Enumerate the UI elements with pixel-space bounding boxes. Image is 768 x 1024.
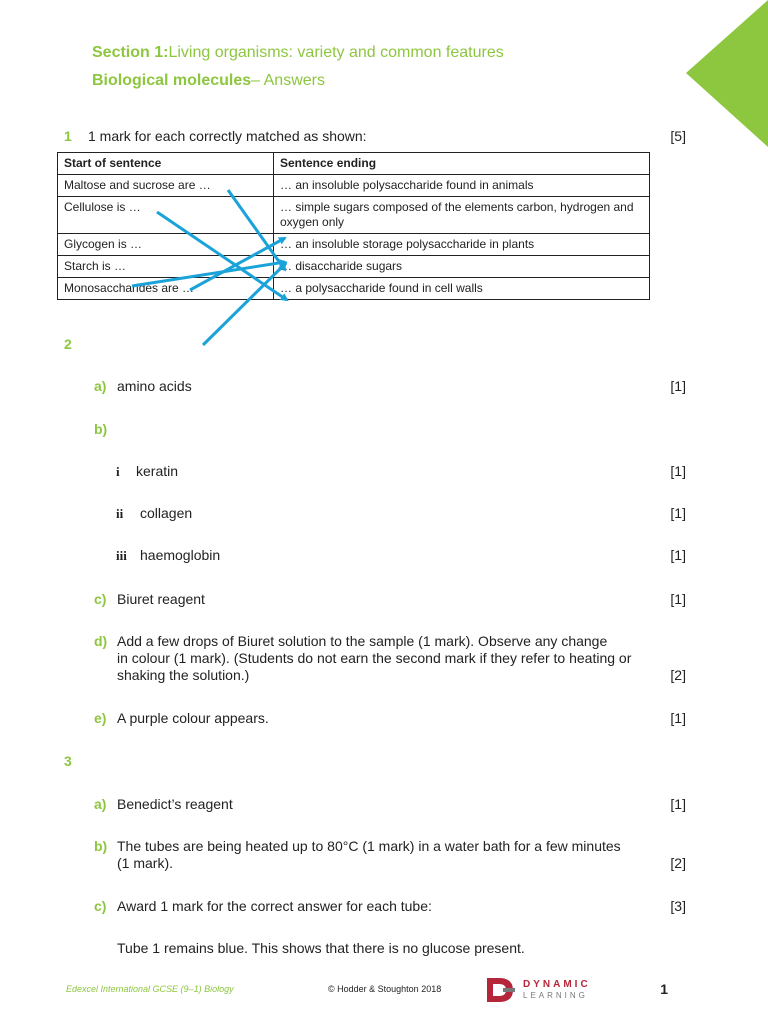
q2bii-answer: collagen (140, 505, 193, 521)
col-header-end: Sentence ending (274, 153, 650, 175)
q2biii-roman: iii (116, 548, 127, 563)
question-number-3: 3 (64, 753, 72, 769)
q1-mark: [5] (670, 128, 686, 144)
question-number-1: 1 (64, 128, 72, 144)
q2a-letter: a) (94, 378, 107, 394)
row-start: Maltose and sucrose are … (58, 175, 274, 197)
q2a-answer: amino acids (117, 378, 192, 394)
q3b-mark: [2] (670, 855, 686, 871)
table-row (58, 197, 650, 234)
q2a-mark: [1] (670, 378, 686, 394)
q2bi-roman: i (116, 464, 120, 479)
q2d-mark: [2] (670, 667, 686, 683)
q3b-answer-line1: The tubes are being heated up to 80°C (1 mark) in a water bath for a few minutes (117, 838, 621, 854)
q2bi-answer: keratin (136, 463, 179, 479)
row-end: … simple sugars composed of the elements carbon, hydrogen and oxygen only (274, 197, 650, 234)
page-number: 1 (660, 981, 668, 997)
q3b-letter: b) (94, 838, 108, 854)
logo-word-learning: LEARNING (523, 991, 588, 1000)
q1-instruction: 1 mark for each correctly matched as shown: (88, 128, 367, 144)
row-end: … a polysaccharide found in cell walls (274, 278, 650, 300)
q2d-answer-line2: in colour (1 mark). (Students do not earn the second mark if they refer to heating or (117, 650, 632, 666)
row-end: … disaccharide sugars (274, 256, 650, 278)
table-row (58, 256, 650, 278)
section-title: Living organisms: variety and common features (168, 44, 504, 61)
corner-triangle-decoration (686, 0, 768, 150)
q3a-letter: a) (94, 796, 107, 812)
row-end: … an insoluble polysaccharide found in animals (274, 175, 650, 197)
row-start: Cellulose is … (58, 197, 274, 234)
table-row (58, 278, 650, 300)
q2bi-mark: [1] (670, 463, 686, 479)
table-header-row (58, 153, 650, 175)
table-row (58, 175, 650, 197)
dl-logo-icon (485, 976, 517, 1004)
q2d-answer-line3: shaking the solution.) (117, 667, 250, 683)
q3a-mark: [1] (670, 796, 686, 812)
q2bii-roman: ii (116, 506, 124, 521)
q2e-mark: [1] (670, 710, 686, 726)
table-row (58, 234, 650, 256)
q3c-letter: c) (94, 898, 107, 914)
q3c-tube1: Tube 1 remains blue. This shows that there is no glucose present. (117, 940, 525, 956)
q2c-mark: [1] (670, 591, 686, 607)
q2d-letter: d) (94, 633, 108, 649)
topic-label: Biological molecules (92, 72, 252, 89)
row-start: Starch is … (58, 256, 274, 278)
q3c-mark: [3] (670, 898, 686, 914)
logo-word-dynamic: DYNAMIC (523, 979, 591, 990)
question-number-2: 2 (64, 336, 72, 352)
matching-table (57, 152, 650, 300)
section-label: Section 1: (92, 44, 169, 61)
page-header (68, 44, 504, 100)
row-start: Monosaccharides are … (58, 278, 274, 300)
q2bii-mark: [1] (670, 505, 686, 521)
q2c-answer: Biuret reagent (117, 591, 205, 607)
footer-copyright: © Hodder & Stoughton 2018 (328, 984, 442, 994)
row-end: … an insoluble storage polysaccharide in plants (274, 234, 650, 256)
col-header-start: Start of sentence (58, 153, 274, 175)
q2e-letter: e) (94, 710, 107, 726)
footer-course-title: Edexcel International GCSE (9–1) Biology (66, 984, 234, 994)
q2biii-mark: [1] (670, 547, 686, 563)
dynamic-learning-logo (485, 976, 591, 1004)
q2biii-answer: haemoglobin (140, 547, 221, 563)
q2c-letter: c) (94, 591, 107, 607)
q2d-answer-line1: Add a few drops of Biuret solution to the sample (1 mark). Observe any change (117, 633, 608, 649)
q3c-answer: Award 1 mark for the correct answer for each tube: (117, 898, 432, 914)
row-start: Glycogen is … (58, 234, 274, 256)
q2b-letter: b) (94, 421, 108, 437)
q3b-answer-line2: (1 mark). (117, 855, 173, 871)
topic-suffix: – Answers (251, 72, 325, 89)
q3a-answer: Benedict’s reagent (117, 796, 233, 812)
q2e-answer: A purple colour appears. (117, 710, 269, 726)
